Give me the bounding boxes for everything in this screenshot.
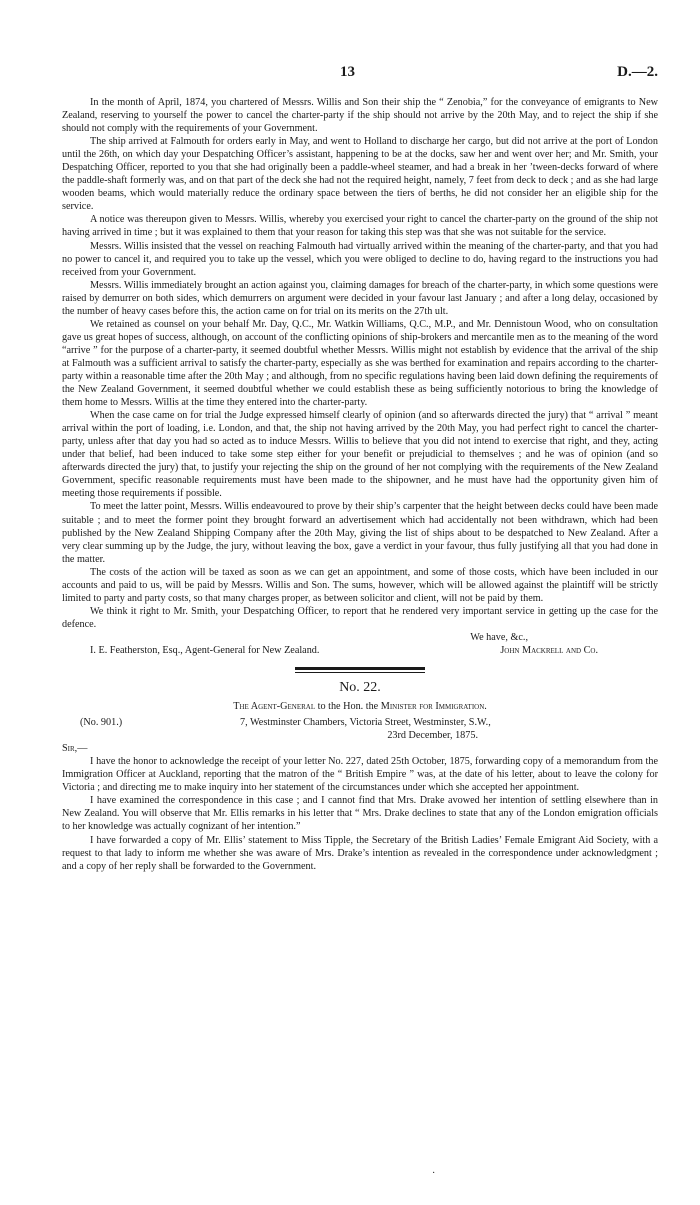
letter-mackrell: [62, 96, 658, 657]
paragraph: The ship arrived at Falmouth for orders early in May, and went to Holland to discharge her cargo, but did not arrive at the port of London until the 26th, on which day your Despatching Officer’s assistant, happening to be at the docks, saw her and went over her; and Mr. Smith, your Despatching Officer, reported to you that she had originally been a paddle-wheel steamer, and had a break in her ’tween-decks forward of where the paddle-shaft formerly was, and on that part of the deck she had not the required height, namely, 7 feet from deck to deck ; and as she had large wooden beams, which would materially reduce the ordinary space between the tiers of berths, he did not consider her an eligible ship for the service.: [62, 136, 658, 213]
paragraph: In the month of April, 1874, you chartered of Messrs. Willis and Son their ship the “ Zenobia,” for the conveyance of emigrants to New Zealand, reserving to yourself the power to cancel the charter-party if the ship should not arrive by the 20th May, and to reject the ship if she should not comply with the requirements of your Government.: [62, 97, 658, 135]
paragraph: We think it right to Mr. Smith, your Despatching Officer, to report that he rendered very important service in getting up the case for the defence.: [62, 605, 658, 630]
paragraph: I have the honor to acknowledge the receipt of your letter No. 227, dated 25th October, 1875, forwarding copy of a memorandum from the Immigration Officer at Auckland, reporting that the matron of the “ British Empire ” was, at the date of his letter, about to leave the colony for Victoria ; and directing me to make inquiry into her statement of the circumstances under which she accepted her appointment.: [62, 756, 658, 794]
paragraph: Messrs. Willis immediately brought an action against you, claiming damages for breach of the charter-party, in which some questions were raised by demurrer on both sides, which demurrers on argument were decided in your favour last January ; and after a long delay, occasioned by the number of heavy cases before this, the action came on for trial on its merits on the 27th ult.: [62, 279, 658, 317]
paragraph: The costs of the action will be taxed as soon as we can get an appointment, and some of those costs, which have been included in our accounts and paid to us, will be paid by Messrs. Willis and Son. The sums, however, which will be allowed against the plaintiff will be strictly limited to party and party costs, so that many charges proper, as between solicitor and client, will not be paid by them.: [62, 566, 658, 604]
section-divider: [295, 667, 425, 673]
document-reference: D.—2.: [617, 64, 658, 80]
paragraph: I have examined the correspondence in this case ; and I cannot find that Mrs. Drake avowed her intention of settling elsewhere than in New Zealand. You will observe that Mr. Ellis remarks in his letter that “ Mrs. Drake declines to state that any of the London emigration officials to her knowledge was actually cognizant of her intention.”: [62, 795, 658, 833]
paragraph: To meet the latter point, Messrs. Willis endeavoured to prove by their ship’s carpenter that the height between decks could have been made suitable ; and to meet the former point they brought forward an advertisement which had accidentally not been withdrawn, which had been published by the New Zealand Shipping Company after the 20th May, giving the list of ships about to be despatched to New Zealand. After a very clear summing up by the Judge, the jury, without leaving the box, gave a verdict in your favour, thus fully justifying all that you had done in the matter.: [62, 501, 658, 565]
signature-row: [62, 644, 658, 657]
letter-ref: (No. 901.): [80, 717, 123, 729]
closing: We have, &c.,: [470, 631, 528, 643]
letter-number: No. 22.: [339, 680, 381, 696]
paragraph: We retained as counsel on your behalf Mr. Day, Q.C., Mr. Watkin Williams, Q.C., M.P., and Mr. Dennistoun Wood, who on consultation gave us great hopes of success, although, on account of the conflicting opinions of ship-brokers and mercantile men as to the meaning of the word “arrive ” for the purpose of a charter-party, it seemed doubtful whether Messrs. Willis might not establish by evidence that the arrival of the ship at Falmouth was a sufficient arrival to satisfy the charter-party, especially as she was berthed for examination and repairs according to the charter-party within a reasonable time after the 20th May ; and although, from no specific regulations having been laid down defining the requirements of the New Zealand Government, it seemed doubtful whether we could establish these as being sufficiently notorious to bring the knowledge of them home to Messrs. Willis at the time they entered into the charter-party.: [62, 318, 658, 409]
document-body: [62, 96, 658, 873]
letter-date: 23rd December, 1875.: [387, 730, 478, 742]
address-row: [62, 716, 658, 729]
heading-mid: to the Hon. the: [315, 701, 381, 713]
letter-agent-general: [62, 681, 658, 873]
salutation: Sir,—: [62, 743, 88, 755]
heading-from: The Agent-General: [233, 701, 316, 713]
heading-to: Minister for Immigration.: [380, 701, 487, 713]
paragraph: A notice was thereupon given to Messrs. Willis, whereby you exercised your right to cancel the charter-party on the ground of the ship not having arrived in time ; but it was explained to them that your reason for taking this step was that she was not suitable for the service.: [62, 214, 658, 239]
sender-address: 7, Westminster Chambers, Victoria Street, Westminster, S.W.,: [240, 717, 491, 729]
paragraph: When the case came on for trial the Judge expressed himself clearly of opinion (and so afterwards directed the jury) that “ arrival ” meant arrival within the port of loading, i.e. London, and that, the ship not having arrived by the 20th May, you had perfect right to cancel the charter-party, unless after that day you had so acted as to induce Messrs. Willis to believe that you did not intend to exercise that right, and they, acting under that belief, had been induced to take some step either for your benefit or prejudicial to themselves ; and he was of opinion (and so afterwards directed the jury) that, to justify your rejecting the ship on the ground of her not complying with the requirements of the New Zealand Government, specific reasonable requirements must have been made to the shipowner, and he must have had the opportunity given him of meeting those requirements if possible.: [62, 410, 658, 500]
signatory: John Mackrell and Co.: [500, 644, 598, 656]
page-mark: ·: [432, 1168, 436, 1179]
letter-heading: [62, 700, 658, 713]
paragraph: Messrs. Willis insisted that the vessel on reaching Falmouth had virtually arrived within the meaning of the charter-party, and that you had no power to cancel it, and required you to take up the vessel, which you were obliged to decline to do, having regard to the instructions you had received from your Government.: [62, 240, 658, 278]
page-number: 13: [340, 64, 355, 80]
addressee: I. E. Featherston, Esq., Agent-General for New Zealand.: [90, 644, 320, 656]
paragraph: I have forwarded a copy of Mr. Ellis’ statement to Miss Tipple, the Secretary of the British Ladies’ Female Emigrant Aid Society, with a request to that lady to inform me whether she was aware of Mrs. Drake’s intention as revealed in the correspondence under acknowledgment ; and a copy of her reply shall be forwarded to the Government.: [62, 834, 658, 872]
